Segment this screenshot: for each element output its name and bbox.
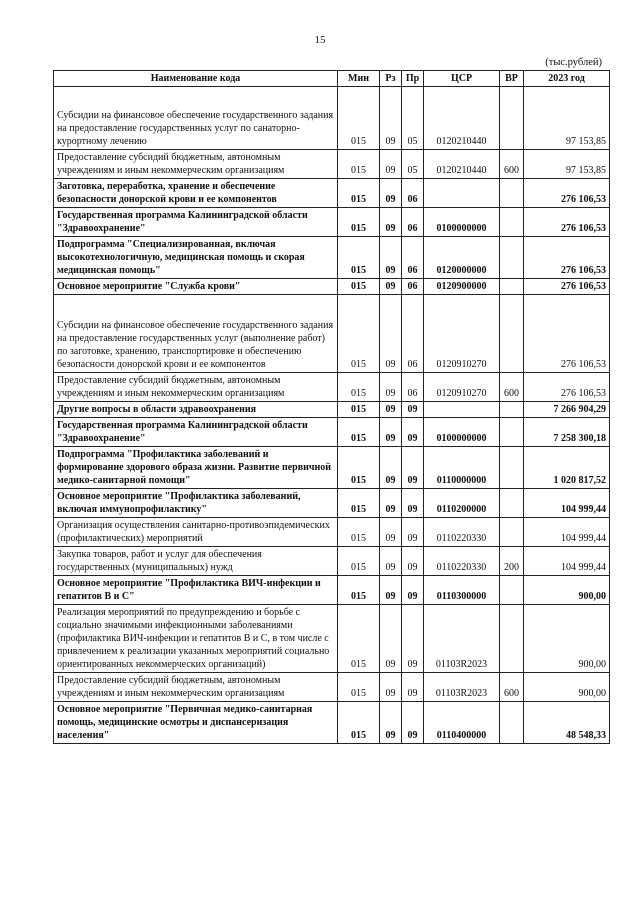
table-row (54, 150, 610, 179)
cell-min: 015 (338, 673, 380, 702)
col-header-name: Наименование кода (54, 71, 338, 87)
cell-name: Предоставление субсидий бюджетным, автономным учреждениям и иным некоммерческим организациям (54, 150, 338, 179)
cell-pr: 09 (402, 673, 424, 702)
col-header-csr: ЦСР (424, 71, 500, 87)
cell-csr: 01103R2023 (424, 673, 500, 702)
cell-csr: 0100000000 (424, 208, 500, 237)
cell-rz: 09 (380, 702, 402, 744)
cell-min: 015 (338, 279, 380, 295)
table-row (54, 208, 610, 237)
cell-name: Предоставление субсидий бюджетным, автономным учреждениям и иным некоммерческим организациям (54, 373, 338, 402)
cell-amount: 276 106,53 (524, 237, 610, 279)
cell-pr: 09 (402, 447, 424, 489)
cell-vr (500, 87, 524, 150)
cell-pr: 06 (402, 179, 424, 208)
cell-csr: 0110220330 (424, 547, 500, 576)
cell-csr: 0110400000 (424, 702, 500, 744)
page-number: 15 (314, 34, 326, 46)
cell-csr: 0100000000 (424, 418, 500, 447)
cell-vr (500, 208, 524, 237)
cell-vr (500, 576, 524, 605)
cell-rz: 09 (380, 605, 402, 673)
cell-vr (500, 702, 524, 744)
cell-csr: 0120900000 (424, 279, 500, 295)
cell-min: 015 (338, 447, 380, 489)
cell-pr: 05 (402, 87, 424, 150)
cell-rz: 09 (380, 208, 402, 237)
cell-min: 015 (338, 418, 380, 447)
cell-amount: 48 548,33 (524, 702, 610, 744)
cell-rz: 09 (380, 87, 402, 150)
cell-amount: 276 106,53 (524, 179, 610, 208)
cell-amount: 104 999,44 (524, 547, 610, 576)
cell-pr: 09 (402, 518, 424, 547)
cell-pr: 09 (402, 605, 424, 673)
cell-name: Государственная программа Калининградской области "Здравоохранение" (54, 208, 338, 237)
cell-min: 015 (338, 605, 380, 673)
cell-csr: 0120210440 (424, 150, 500, 179)
table-row (54, 402, 610, 418)
cell-csr: 0120910270 (424, 373, 500, 402)
cell-vr: 600 (500, 673, 524, 702)
cell-name: Предоставление субсидий бюджетным, автономным учреждениям и иным некоммерческим организациям (54, 673, 338, 702)
cell-name: Подпрограмма "Профилактика заболеваний и формирование здорового образа жизни. Развитие первичной медико-санитарной помощи" (54, 447, 338, 489)
cell-pr: 06 (402, 237, 424, 279)
units-label: (тыс.рублей) (545, 57, 602, 68)
table-row (54, 237, 610, 279)
table-row (54, 373, 610, 402)
table-row (54, 279, 610, 295)
cell-vr: 200 (500, 547, 524, 576)
cell-rz: 09 (380, 279, 402, 295)
cell-rz: 09 (380, 547, 402, 576)
cell-min: 015 (338, 518, 380, 547)
cell-amount: 900,00 (524, 673, 610, 702)
cell-name: Организация осуществления санитарно-противоэпидемических (профилактических) мероприятий (54, 518, 338, 547)
cell-min: 015 (338, 489, 380, 518)
cell-name: Другие вопросы в области здравоохранения (54, 402, 338, 418)
cell-min: 015 (338, 576, 380, 605)
cell-vr (500, 279, 524, 295)
cell-pr: 09 (402, 402, 424, 418)
cell-pr: 06 (402, 373, 424, 402)
table-row (54, 179, 610, 208)
cell-vr (500, 179, 524, 208)
cell-csr: 01103R2023 (424, 605, 500, 673)
cell-pr: 09 (402, 418, 424, 447)
cell-name: Основное мероприятие "Служба крови" (54, 279, 338, 295)
cell-rz: 09 (380, 489, 402, 518)
cell-min: 015 (338, 87, 380, 150)
cell-pr: 06 (402, 295, 424, 373)
cell-rz: 09 (380, 576, 402, 605)
table-row (54, 702, 610, 744)
cell-vr (500, 489, 524, 518)
col-header-vr: ВР (500, 71, 524, 87)
table-row (54, 489, 610, 518)
cell-amount: 276 106,53 (524, 208, 610, 237)
cell-vr (500, 518, 524, 547)
table-row (54, 87, 610, 150)
cell-min: 015 (338, 179, 380, 208)
table-header-row (54, 71, 610, 87)
table-row (54, 547, 610, 576)
cell-rz: 09 (380, 673, 402, 702)
cell-csr: 0120910270 (424, 295, 500, 373)
cell-csr: 0110000000 (424, 447, 500, 489)
cell-min: 015 (338, 702, 380, 744)
cell-pr: 09 (402, 547, 424, 576)
cell-rz: 09 (380, 179, 402, 208)
cell-csr: 0110220330 (424, 518, 500, 547)
cell-amount: 7 258 300,18 (524, 418, 610, 447)
cell-amount: 97 153,85 (524, 150, 610, 179)
cell-vr (500, 295, 524, 373)
table-row (54, 418, 610, 447)
cell-pr: 09 (402, 576, 424, 605)
table-row (54, 673, 610, 702)
cell-vr (500, 402, 524, 418)
cell-amount: 900,00 (524, 605, 610, 673)
cell-name: Основное мероприятие "Профилактика ВИЧ-инфекции и гепатитов В и С" (54, 576, 338, 605)
cell-amount: 276 106,53 (524, 295, 610, 373)
cell-vr (500, 447, 524, 489)
col-header-rz: Рз (380, 71, 402, 87)
cell-vr: 600 (500, 373, 524, 402)
col-header-min: Мин (338, 71, 380, 87)
cell-amount: 1 020 817,52 (524, 447, 610, 489)
cell-rz: 09 (380, 295, 402, 373)
cell-rz: 09 (380, 418, 402, 447)
cell-min: 015 (338, 295, 380, 373)
cell-min: 015 (338, 402, 380, 418)
cell-amount: 7 266 904,29 (524, 402, 610, 418)
cell-name: Подпрограмма "Специализированная, включая высокотехнологичную, медицинская помощь и скорая медицинская помощь" (54, 237, 338, 279)
cell-name: Закупка товаров, работ и услуг для обеспечения государственных (муниципальных) нужд (54, 547, 338, 576)
cell-rz: 09 (380, 373, 402, 402)
cell-min: 015 (338, 208, 380, 237)
cell-rz: 09 (380, 150, 402, 179)
table-row (54, 576, 610, 605)
cell-name: Реализация мероприятий по предупреждению и борьбе с социально значимыми инфекционными заболеваниями (профилактика ВИЧ-инфекции и гепатитов В и С, в том числе с привлечением к реализации указанных мероприятий социально ориентированных некоммерческих организаций) (54, 605, 338, 673)
cell-min: 015 (338, 373, 380, 402)
col-header-year: 2023 год (524, 71, 610, 87)
cell-vr (500, 418, 524, 447)
cell-name: Государственная программа Калининградской области "Здравоохранение" (54, 418, 338, 447)
cell-name: Основное мероприятие "Первичная медико-санитарная помощь, медицинские осмотры и диспансеризация населения" (54, 702, 338, 744)
cell-min: 015 (338, 150, 380, 179)
cell-name: Субсидии на финансовое обеспечение государственного задания на предоставление государственных услуг (выполнение работ) по заготовке, хранению, транспортировке и обеспечению безопасности донорской крови и ее компонентов (54, 295, 338, 373)
table-row (54, 518, 610, 547)
cell-min: 015 (338, 237, 380, 279)
table-row (54, 447, 610, 489)
cell-rz: 09 (380, 447, 402, 489)
cell-amount: 97 153,85 (524, 87, 610, 150)
col-header-pr: Пр (402, 71, 424, 87)
cell-csr: 0120000000 (424, 237, 500, 279)
cell-csr (424, 179, 500, 208)
cell-pr: 05 (402, 150, 424, 179)
cell-csr (424, 402, 500, 418)
cell-rz: 09 (380, 518, 402, 547)
cell-csr: 0110300000 (424, 576, 500, 605)
table-row (54, 295, 610, 373)
cell-csr: 0110200000 (424, 489, 500, 518)
cell-rz: 09 (380, 402, 402, 418)
cell-amount: 276 106,53 (524, 279, 610, 295)
cell-name: Основное мероприятие "Профилактика заболеваний, включая иммунопрофилактику" (54, 489, 338, 518)
cell-min: 015 (338, 547, 380, 576)
cell-pr: 09 (402, 489, 424, 518)
cell-amount: 276 106,53 (524, 373, 610, 402)
cell-name: Субсидии на финансовое обеспечение государственного задания на предоставление государственных услуг по санаторно-курортному лечению (54, 87, 338, 150)
budget-table (53, 70, 610, 744)
cell-pr: 09 (402, 702, 424, 744)
cell-vr: 600 (500, 150, 524, 179)
cell-amount: 104 999,44 (524, 518, 610, 547)
cell-rz: 09 (380, 237, 402, 279)
cell-amount: 104 999,44 (524, 489, 610, 518)
cell-pr: 06 (402, 208, 424, 237)
cell-amount: 900,00 (524, 576, 610, 605)
cell-vr (500, 605, 524, 673)
cell-vr (500, 237, 524, 279)
table-row (54, 605, 610, 673)
cell-name: Заготовка, переработка, хранение и обеспечение безопасности донорской крови и ее компонентов (54, 179, 338, 208)
cell-csr: 0120210440 (424, 87, 500, 150)
cell-pr: 06 (402, 279, 424, 295)
